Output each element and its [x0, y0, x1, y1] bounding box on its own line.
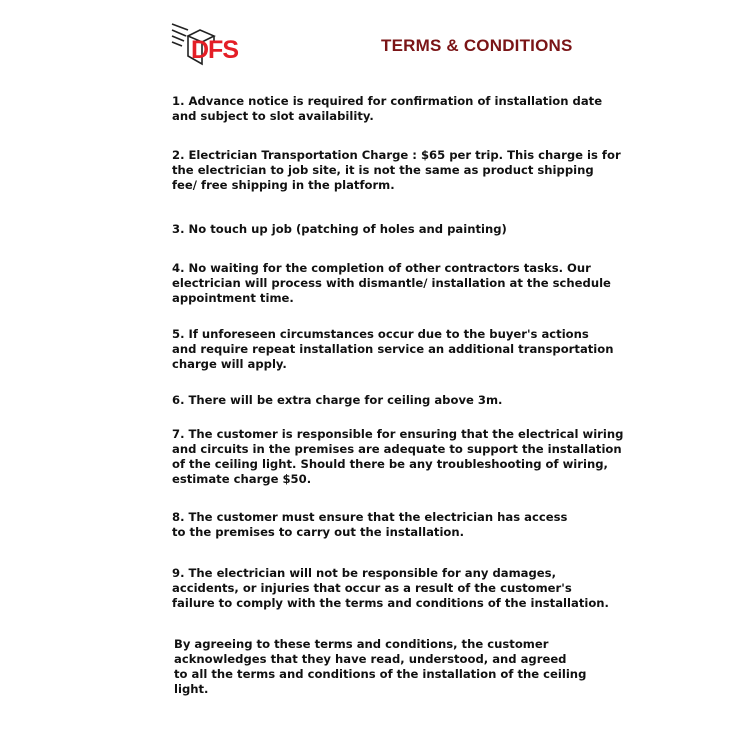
term-9: 9. The electrician will not be responsible for any damages, accidents, or injuries that occur as a result of the customer's failure to comply with the terms and conditions of the installation.	[172, 566, 609, 610]
page-title: TERMS & CONDITIONS	[381, 36, 573, 55]
closing-statement: By agreeing to these terms and conditions, the customer acknowledges that they have read, understood, and agreed to all the terms and conditions of the installation of the ceiling light.	[174, 637, 587, 696]
term-7: 7. The customer is responsible for ensuring that the electrical wiring and circuits in the premises are adequate to support the installation of the ceiling light. Should there be any troubleshooting of wiring, estimate charge $50.	[172, 427, 624, 486]
term-3: 3. No touch up job (patching of holes and painting)	[172, 222, 507, 236]
term-4: 4. No waiting for the completion of other contractors tasks. Our electrician will process with dismantle/ installation at the schedule appointment time.	[172, 261, 611, 305]
term-1: 1. Advance notice is required for confirmation of installation date and subject to slot availability.	[172, 94, 603, 123]
term-2: 2. Electrician Transportation Charge : $65 per trip. This charge is for the electrician to job site, it is not the same as product shipping fee/ free shipping in the platform.	[172, 148, 621, 192]
logo-text: DFS	[191, 36, 238, 64]
term-6: 6. There will be extra charge for ceiling above 3m.	[172, 393, 503, 407]
term-8: 8. The customer must ensure that the electrician has access to the premises to carry out the installation.	[172, 510, 568, 539]
term-5: 5. If unforeseen circumstances occur due to the buyer's actions and require repeat installation service an additional transportation charge will apply.	[172, 327, 614, 371]
